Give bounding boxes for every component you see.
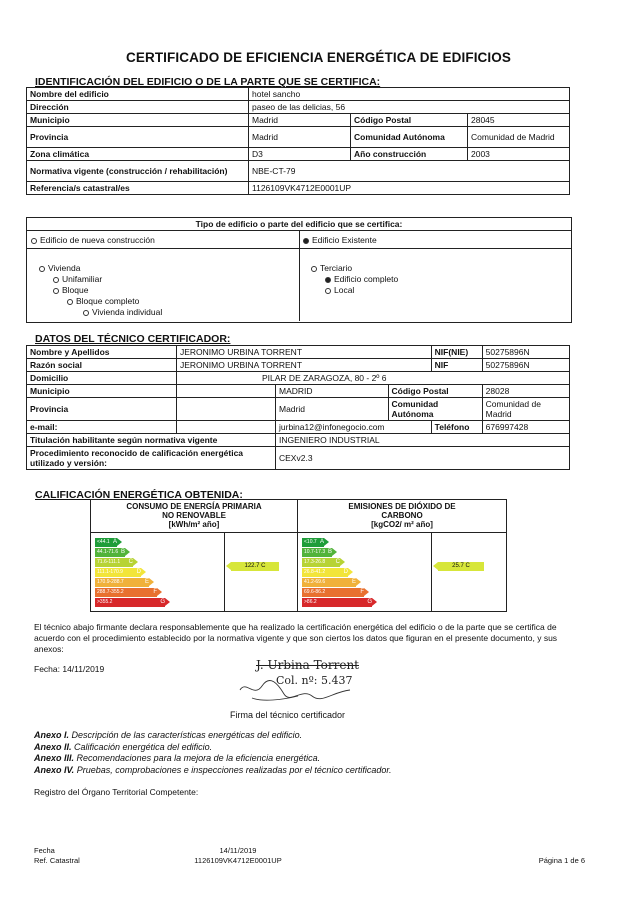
label: NIF(NIE) [431,346,482,359]
registro-text: Registro del Órgano Territorial Competente: [34,787,199,797]
consumo-title: CONSUMO DE ENERGÍA PRIMARIA NO RENOVABLE [126,502,262,520]
value-wrap [177,421,276,434]
footer-fecha: 14/11/2019 [219,846,257,855]
scale-range: <10.7 [304,539,317,545]
consumo-unit: [kWh/m² año] [168,520,220,529]
scale-letter: D [343,569,348,575]
building-type-heading: Tipo de edificio o parte del edificio que se certifica: [27,218,571,231]
signature-name: J. Urbina Torrent [256,658,359,672]
scale-arrow [372,598,377,606]
scale-range: >355.2 [97,599,113,605]
divider [299,231,300,321]
consumo-rating-marker [231,562,279,571]
value: hotel sancho [249,88,570,101]
label: Código Postal [388,385,482,398]
annex-item [34,765,392,777]
radio-icon [83,310,89,316]
technician-table [26,345,570,470]
label: Domicilio [27,372,177,385]
value-wrap [177,398,276,421]
value: 2003 [468,148,570,161]
page-number: Página 1 de 6 [538,856,585,865]
signature-colegiado: Col. nº: 5.437 [276,674,353,687]
option-label: Vivienda individual [92,307,163,317]
divider [91,532,506,533]
scale-letter: D [136,569,141,575]
signature-scribble [232,654,382,706]
value: jurbina12@infonegocio.com [276,421,432,434]
value: MADRID [276,385,389,398]
annex-list [34,730,392,776]
annex-text: Pruebas, comprobaciones e inspecciones realizadas por el técnico certificador. [76,764,392,775]
annex-item [34,730,392,742]
scale-bar-d [302,568,348,577]
value: D3 [249,148,351,161]
scale-range: 111.1-170.9 [97,569,123,575]
label: e-mail: [27,421,177,434]
label: Provincia [27,398,177,421]
annex-text: Descripción de las características energéticas del edificio. [71,730,303,740]
scale-arrow [133,558,138,566]
scale-bar-e [302,578,356,587]
emisiones-title: EMISIONES DE DIÓXIDO DE CARBONO [348,502,456,520]
value: Comunidad de Madrid [468,127,570,148]
footer-ref-label: Ref. Catastral [34,856,80,865]
label: Nombre del edificio [27,88,249,101]
radio-icon [53,288,59,294]
radio-icon [303,238,309,244]
value: Madrid [249,114,351,127]
scale-arrow [332,548,337,556]
scale-range: 26.8-41.2 [304,569,326,575]
scale-letter: G [367,599,372,605]
scale-bar-d [95,568,141,577]
divider [27,248,571,249]
label: Municipio [27,114,249,127]
label: Año construcción [351,148,468,161]
label: Procedimiento reconocido de calificación energética utilizado y versión: [27,447,276,470]
value: 28028 [482,385,569,398]
scale-range: 41.2-69.6 [304,579,326,585]
value: NBE-CT-79 [249,161,570,182]
value: CEXv2.3 [276,447,570,470]
marker-arrow [433,562,438,570]
label: Razón social [27,359,177,372]
label: Comunidad Autónoma [388,398,482,421]
emisiones-value: 25.7 C [452,563,470,569]
value: 1126109VK4712E0001UP [249,182,570,195]
label: Nombre y Apellidos [27,346,177,359]
label: Titulación habilitante según normativa vigente [27,434,276,447]
scale-arrow [340,558,345,566]
annex-num: Anexo II. [34,741,72,752]
scale-letter: E [351,579,356,585]
scale-bar-a [95,538,117,547]
option-label: Terciario [320,263,353,273]
annex-item [34,753,392,765]
scale-range: 10.7-17.3 [304,549,326,555]
radio-icon [311,266,317,272]
page-title: CERTIFICADO DE EFICIENCIA ENERGÉTICA DE EDIFICIOS [126,50,511,65]
annex-num: Anexo I. [34,730,70,740]
option-unifamiliar [53,274,102,284]
label: Normativa vigente (construcción / rehabilitación) [27,161,249,182]
scale-letter: A [319,539,324,545]
value: 676997428 [482,421,569,434]
footer-fecha-label: Fecha [34,846,55,855]
emisiones-rating-marker [438,562,484,571]
scale-bar-g [302,598,372,607]
scale-bar-c [95,558,133,567]
scale-letter: B [120,549,125,555]
option-label: Bloque [62,285,89,295]
scale-bar-e [95,578,149,587]
annex-num: Anexo III. [34,753,75,763]
divider [224,532,225,611]
label: Referencia/s catastral/es [27,182,249,195]
scale-arrow [364,588,369,596]
radio-icon [67,299,73,305]
option-vivienda [39,263,80,273]
scale-bar-c [302,558,340,567]
scale-range: 44.1-71.6 [97,549,119,555]
scale-arrow [141,568,146,576]
footer-labels [34,846,80,866]
scale-arrow [348,568,353,576]
scale-letter: C [335,559,340,565]
building-type-box [26,217,572,323]
radio-icon [39,266,45,272]
label: Zona climática [27,148,249,161]
signature-stamp [232,654,382,706]
section-calificacion-heading: CALIFICACIÓN ENERGÉTICA OBTENIDA: [35,489,243,501]
footer-values [178,846,298,866]
value: JERONIMO URBINA TORRENT [177,359,432,372]
marker-arrow [226,562,231,570]
option-existente [303,235,377,245]
option-bloque [53,285,88,295]
option-label: Bloque completo [76,296,140,306]
scale-range: >86.2 [304,599,317,605]
scale-arrow [157,588,162,596]
scale-range: 71.6-111.1 [97,559,121,565]
scale-arrow [356,578,361,586]
option-terciario [311,263,352,273]
scale-arrow [125,548,130,556]
emisiones-heading [298,502,506,529]
scale-range: 170.9-288.7 [97,579,124,585]
radio-icon [325,288,331,294]
option-label: Edificio completo [334,274,399,284]
option-nueva [31,235,155,245]
option-bloque-completo [67,296,139,306]
scale-letter: F [360,589,364,595]
scale-range: 17.3-26.8 [304,559,326,565]
option-label: Vivienda [48,263,81,273]
scale-letter: E [144,579,149,585]
section-tecnico-heading: DATOS DEL TÉCNICO CERTIFICADOR: [35,333,231,345]
option-label: Edificio Existente [312,235,377,245]
scale-arrow [149,578,154,586]
annex-item [34,742,392,754]
scale-range: 69.6-86.2 [304,589,326,595]
rating-box [90,499,507,612]
scale-bar-g [95,598,165,607]
divider [431,532,432,611]
scale-letter: A [112,539,117,545]
option-local [325,285,354,295]
scale-arrow [324,538,329,546]
scale-letter: F [153,589,157,595]
annex-text: Calificación energética del edificio. [74,741,213,752]
label: Comunidad Autónoma [351,127,468,148]
radio-icon [31,238,37,244]
consumo-value: 122.7 C [244,563,266,569]
value: Madrid [249,127,351,148]
radio-icon [325,277,331,283]
value: 28045 [468,114,570,127]
radio-icon [53,277,59,283]
annex-num: Anexo IV. [34,764,75,775]
scale-bar-b [95,548,125,557]
value: INGENIERO INDUSTRIAL [276,434,570,447]
value: 50275896N [482,359,569,372]
label: NIF [431,359,482,372]
scale-letter: C [128,559,133,565]
section-identificacion-heading: IDENTIFICACIÓN DEL EDIFICIO O DE LA PARTE QUE SE CERTIFICA: [35,76,381,88]
value: paseo de las delicias, 56 [249,101,570,114]
option-edificio-completo [325,274,398,284]
scale-letter: G [160,599,165,605]
value: Comunidad de Madrid [482,398,569,421]
scale-arrow [165,598,170,606]
scale-range: 288.7-355.2 [97,589,124,595]
value-wrap [177,385,276,398]
footer-ref: 1126109VK4712E0001UP [194,856,282,865]
building-table [26,87,570,195]
option-label: Edificio de nueva construcción [40,235,155,245]
value: 50275896N [482,346,569,359]
consumo-heading [91,502,297,529]
scale-bar-a [302,538,324,547]
value-wrap [177,372,570,385]
annex-text: Recomendaciones para la mejora de la eficiencia energética. [76,753,321,763]
fecha-line: Fecha: 14/11/2019 [34,664,105,674]
scale-letter: B [327,549,332,555]
label: Código Postal [351,114,468,127]
option-label: Unifamiliar [62,274,103,284]
scale-bar-f [302,588,364,597]
emisiones-unit: [kgCO2/ m² año] [371,520,433,529]
option-vivienda-individual [83,307,162,317]
label: Provincia [27,127,249,148]
option-label: Local [334,285,355,295]
declaration-text: El técnico abajo firmante declara responsablemente que ha realizado la certificación energética del edificio o de la parte que se certifica de acuerdo con el procedimiento establecido por la normativa vigente y que son ciertos los datos que figuran en el presente documento, y sus anexos: [34,622,558,654]
label: Teléfono [431,421,482,434]
value: PILAR DE ZARAGOZA, 80 - 2º 6 [262,373,387,383]
scale-bar-f [95,588,157,597]
scale-range: <44.1 [97,539,110,545]
value: Madrid [276,398,389,421]
label: Dirección [27,101,249,114]
scale-arrow [117,538,122,546]
label: Municipio [27,385,177,398]
scale-bar-b [302,548,332,557]
signature-caption: Firma del técnico certificador [230,710,346,720]
value: JERONIMO URBINA TORRENT [177,346,432,359]
